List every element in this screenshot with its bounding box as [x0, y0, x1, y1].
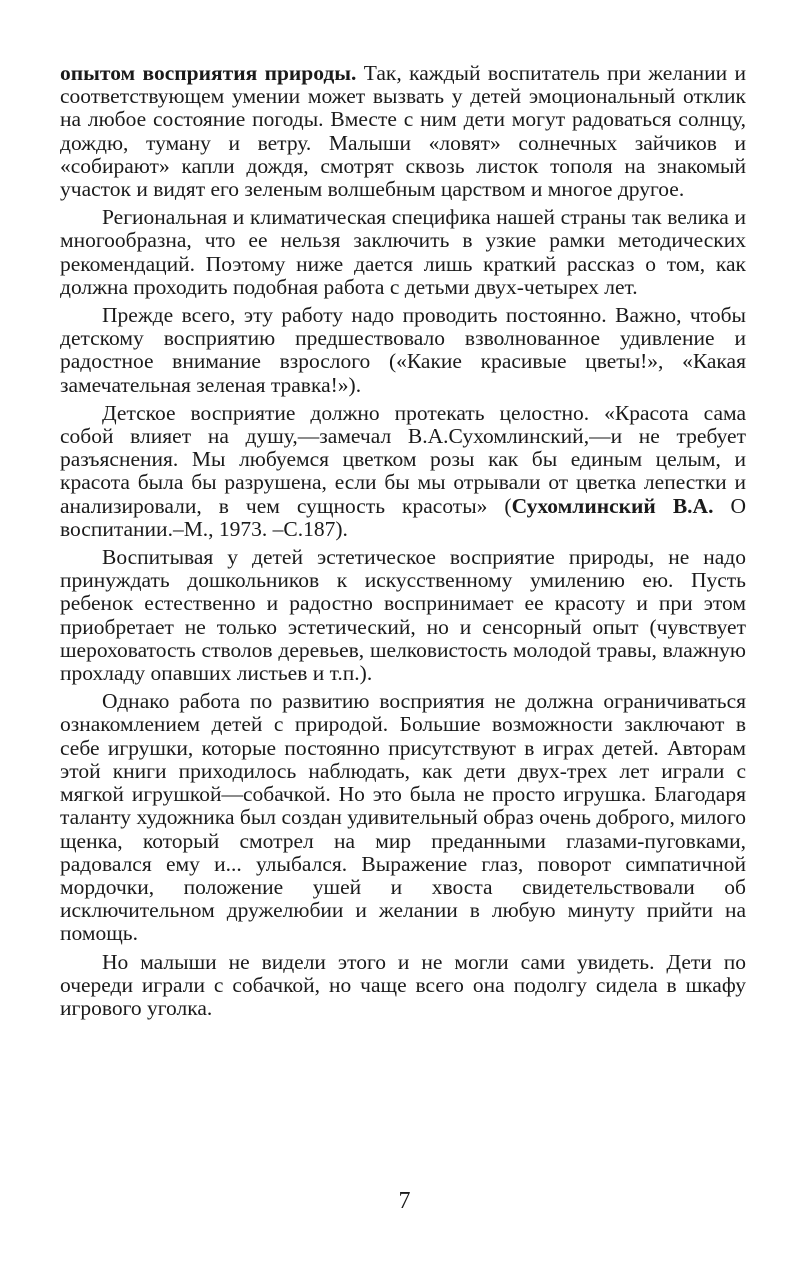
paragraph-1-text: Так, каждый воспитатель при желании и соответствующем умении может вызвать у детей эмоциональный отклик на любое состояние погоды. Вместе с ним дети могут радоваться солнцу, дождю, туману и ветру. Малыши «ловят» солнечных зайчиков и «собирают» капли дождя, смотрят сквозь листок тополя на знакомый участок и видят его зеленым волшебным царством и многое другое.	[60, 61, 746, 202]
paragraph-1-lead: опытом восприятия природы.	[60, 61, 357, 85]
paragraph-7: Но малыши не видели этого и не могли сами увидеть. Дети по очереди играли с собачкой, но чаще всего она подолгу сидела в шкафу игрового уголка.	[60, 949, 746, 1020]
paragraph-6: Однако работа по развитию восприятия не должна ограничиваться ознакомлением детей с природой. Большие возможности заключают в себе игрушки, которые постоянно присутствуют в играх детей. Авторам этой книги приходилось наблюдать, как дети двух-трех лет играли с мягкой игрушкой—собачкой. Но это была не просто игрушка. Благодаря таланту художника был создан удивительный образ очень доброго, милого щенка, который смотрел на мир преданными глазами-пуговками, радовался ему и... улыбался. Выражение глаз, поворот симпатичной мордочки, положение ушей и хвоста свидетельствовали об исключительном дружелюбии и желании в любую минуту прийти на помощь.	[60, 689, 746, 946]
paragraph-2: Региональная и климатическая специфика нашей страны так велика и многообразна, что ее нельзя заключить в узкие рамки методических рекомендаций. Поэтому ниже дается лишь краткий рассказ о том, как должна проходить подобная работа с детьми двух-четырех лет.	[60, 205, 746, 299]
body-text	[60, 62, 746, 1025]
paragraph-4-text: Детское восприятие должно протекать целостно. «Красота сама собой влияет на душу,—замечал В.А.Сухомлинский,—и не требует разъяснения. Мы любуемся цветком розы как бы единым целым, и красота была бы разрушена, если бы мы отрывали от цветка лепестки и анализировали, в чем сущность красоты» (	[60, 400, 746, 518]
paragraph-3: Прежде всего, эту работу надо проводить постоянно. Важно, чтобы детскому восприятию предшествовало взволнованное удивление и радостное внимание взрослого («Какие красивые цветы!», «Какая замечательная зеленая травка!»).	[60, 303, 746, 397]
paragraph-5: Воспитывая у детей эстетическое восприятие природы, не надо принуждать дошкольников к искусственному умилению ею. Пусть ребенок естественно и радостно воспринимает ее красоту и при этом приобретает не только эстетический, но и сенсорный опыт (чувствует шероховатость стволов деревьев, шелковистость молодой травы, влажную прохладу опавших листьев и т.п.).	[60, 545, 746, 686]
paragraph-4	[60, 402, 746, 541]
citation-source: О воспитании.–М., 1973. –С.187).	[60, 493, 747, 541]
page-number: 7	[398, 1188, 411, 1214]
citation-author: Сухомлинский В.А.	[511, 493, 714, 518]
paragraph-1	[60, 62, 746, 201]
